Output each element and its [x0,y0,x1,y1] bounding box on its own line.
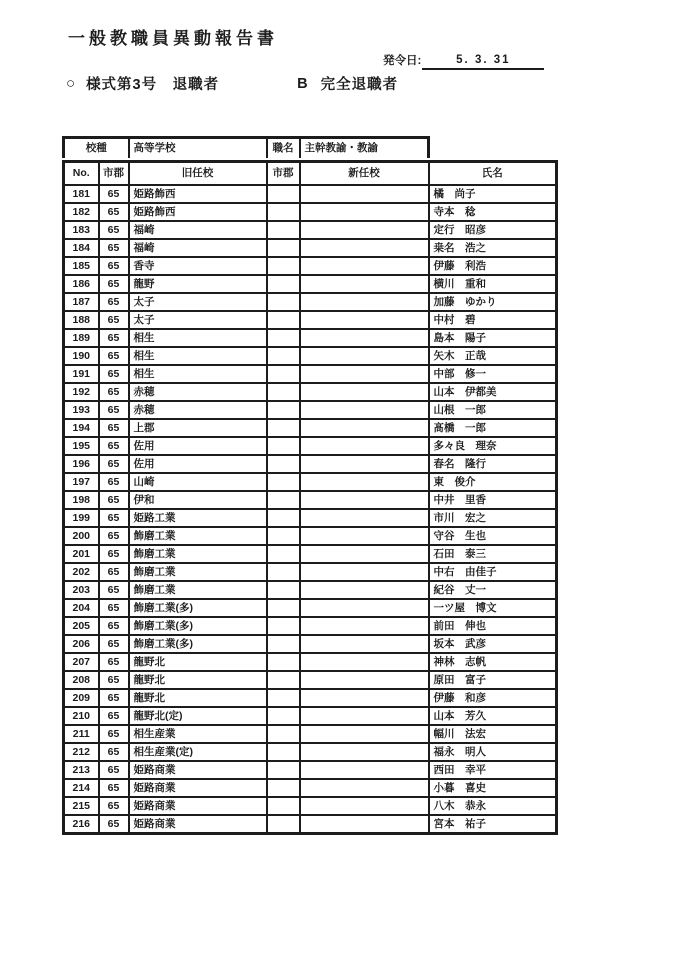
cell-name: 寺本 稔 [429,203,557,221]
cell-new-school [300,365,429,383]
table-row [64,419,557,437]
cell-no: 183 [64,221,99,239]
cell-no: 199 [64,509,99,527]
cell-name: 定行 昭彦 [429,221,557,239]
cell-new-city-code [267,797,300,815]
cell-new-school [300,221,429,239]
table-row [64,455,557,473]
cell-new-city-code [267,221,300,239]
cell-no: 216 [64,815,99,834]
table-row [64,437,557,455]
table-row [64,329,557,347]
circle-mark-icon: ○ [66,75,76,92]
table-row [64,365,557,383]
cell-city-code: 65 [99,185,129,203]
table-row [64,743,557,761]
cell-city-code: 65 [99,761,129,779]
cell-new-city-code [267,293,300,311]
category-code: B [297,75,308,92]
table-row [64,293,557,311]
cell-new-city-code [267,185,300,203]
cell-new-school [300,437,429,455]
cell-city-code: 65 [99,293,129,311]
cell-new-school [300,509,429,527]
cell-new-school [300,689,429,707]
cell-new-school [300,815,429,834]
cell-name: 石田 泰三 [429,545,557,563]
column-header-new-school: 新任校 [300,162,429,186]
cell-name: 幅川 法宏 [429,725,557,743]
meta-header-table [62,136,430,158]
cell-no: 197 [64,473,99,491]
cell-no: 191 [64,365,99,383]
table-row [64,689,557,707]
report-table [62,160,558,835]
cell-new-city-code [267,491,300,509]
cell-new-city-code [267,761,300,779]
cell-old-school: 相生 [129,365,267,383]
cell-old-school: 姫路飾西 [129,203,267,221]
cell-no: 192 [64,383,99,401]
cell-name: 島本 陽子 [429,329,557,347]
cell-old-school: 姫路商業 [129,761,267,779]
cell-city-code: 65 [99,797,129,815]
cell-old-school: 赤穂 [129,383,267,401]
cell-old-school: 福崎 [129,221,267,239]
cell-new-city-code [267,725,300,743]
table-row [64,599,557,617]
cell-old-school: 伊和 [129,491,267,509]
table-row [64,671,557,689]
cell-name: 伊藤 利浩 [429,257,557,275]
cell-name: 八木 恭永 [429,797,557,815]
cell-old-school: 赤穂 [129,401,267,419]
cell-new-school [300,275,429,293]
table-row [64,779,557,797]
cell-no: 188 [64,311,99,329]
cell-new-city-code [267,275,300,293]
table-row [64,527,557,545]
cell-no: 203 [64,581,99,599]
cell-city-code: 65 [99,401,129,419]
cell-new-city-code [267,689,300,707]
cell-name: 桒名 浩之 [429,239,557,257]
cell-new-school [300,491,429,509]
cell-new-school [300,347,429,365]
table-row [64,581,557,599]
cell-new-school [300,203,429,221]
cell-name: 前田 伸也 [429,617,557,635]
cell-new-city-code [267,617,300,635]
cell-city-code: 65 [99,347,129,365]
cell-old-school: 相生 [129,347,267,365]
cell-old-school: 太子 [129,293,267,311]
cell-new-school [300,455,429,473]
cell-name: 春名 隆行 [429,455,557,473]
table-row [64,545,557,563]
cell-new-city-code [267,599,300,617]
cell-name: 福永 明人 [429,743,557,761]
cell-new-city-code [267,509,300,527]
cell-name: 加藤 ゆかり [429,293,557,311]
cell-new-school [300,527,429,545]
cell-no: 195 [64,437,99,455]
table-row [64,563,557,581]
cell-city-code: 65 [99,239,129,257]
cell-no: 205 [64,617,99,635]
cell-no: 206 [64,635,99,653]
job-title-label: 職名 [267,138,300,159]
cell-name: 山本 伊都美 [429,383,557,401]
cell-no: 181 [64,185,99,203]
cell-no: 207 [64,653,99,671]
cell-new-school [300,329,429,347]
cell-name: 守谷 生也 [429,527,557,545]
table-row [64,491,557,509]
cell-old-school: 飾磨工業(多) [129,635,267,653]
cell-old-school: 相生産業 [129,725,267,743]
category-label: 完全退職者 [320,77,399,93]
column-header-name: 氏名 [429,162,557,186]
table-row [64,347,557,365]
cell-new-school [300,257,429,275]
cell-city-code: 65 [99,617,129,635]
cell-name: 多々良 理奈 [429,437,557,455]
cell-city-code: 65 [99,581,129,599]
cell-no: 201 [64,545,99,563]
cell-no: 194 [64,419,99,437]
column-header-city: 市郡 [99,162,129,186]
cell-old-school: 飾磨工業 [129,563,267,581]
cell-old-school: 姫路工業 [129,509,267,527]
cell-city-code: 65 [99,203,129,221]
cell-old-school: 太子 [129,311,267,329]
table-row [64,815,557,834]
cell-no: 209 [64,689,99,707]
cell-no: 204 [64,599,99,617]
cell-old-school: 飾磨工業 [129,581,267,599]
cell-old-school: 相生 [129,329,267,347]
cell-new-school [300,779,429,797]
cell-city-code: 65 [99,743,129,761]
table-row [64,383,557,401]
cell-new-city-code [267,203,300,221]
school-type-label: 校種 [64,138,129,159]
cell-new-school [300,797,429,815]
table-row [64,797,557,815]
cell-name: 横川 重和 [429,275,557,293]
cell-new-city-code [267,581,300,599]
cell-city-code: 65 [99,365,129,383]
table-row [64,311,557,329]
cell-new-city-code [267,419,300,437]
cell-city-code: 65 [99,689,129,707]
cell-new-city-code [267,545,300,563]
cell-old-school: 上郡 [129,419,267,437]
cell-city-code: 65 [99,725,129,743]
cell-new-city-code [267,671,300,689]
cell-new-city-code [267,239,300,257]
cell-new-city-code [267,311,300,329]
cell-name: 中村 碧 [429,311,557,329]
cell-city-code: 65 [99,491,129,509]
cell-city-code: 65 [99,275,129,293]
cell-no: 186 [64,275,99,293]
cell-new-school [300,599,429,617]
cell-old-school: 飾磨工業 [129,545,267,563]
cell-new-city-code [267,635,300,653]
cell-new-city-code [267,365,300,383]
cell-new-city-code [267,527,300,545]
table-row [64,653,557,671]
cell-city-code: 65 [99,311,129,329]
cell-new-school [300,761,429,779]
cell-city-code: 65 [99,455,129,473]
cell-city-code: 65 [99,383,129,401]
cell-old-school: 相生産業(定) [129,743,267,761]
issue-date-line [383,52,544,70]
cell-old-school: 飾磨工業(多) [129,599,267,617]
cell-new-city-code [267,815,300,834]
cell-old-school: 香寺 [129,257,267,275]
cell-city-code: 65 [99,707,129,725]
cell-no: 198 [64,491,99,509]
cell-old-school: 姫路商業 [129,779,267,797]
cell-new-school [300,617,429,635]
cell-new-school [300,473,429,491]
cell-no: 212 [64,743,99,761]
cell-old-school: 山崎 [129,473,267,491]
cell-city-code: 65 [99,599,129,617]
table-row [64,257,557,275]
cell-no: 213 [64,761,99,779]
cell-no: 187 [64,293,99,311]
cell-new-city-code [267,653,300,671]
cell-city-code: 65 [99,527,129,545]
cell-new-school [300,635,429,653]
cell-name: 山本 芳久 [429,707,557,725]
cell-old-school: 佐用 [129,455,267,473]
table-row [64,617,557,635]
cell-no: 215 [64,797,99,815]
cell-name: 矢木 正哉 [429,347,557,365]
cell-name: 小暮 喜史 [429,779,557,797]
cell-city-code: 65 [99,437,129,455]
cell-name: 坂本 武彦 [429,635,557,653]
cell-new-school [300,545,429,563]
table-row [64,473,557,491]
cell-new-school [300,725,429,743]
cell-new-school [300,671,429,689]
cell-old-school: 龍野北 [129,671,267,689]
cell-name: 中井 里香 [429,491,557,509]
cell-city-code: 65 [99,671,129,689]
cell-new-city-code [267,707,300,725]
table-row [64,221,557,239]
cell-name: 神林 志帆 [429,653,557,671]
cell-new-school [300,653,429,671]
cell-no: 189 [64,329,99,347]
table-row [64,761,557,779]
cell-new-city-code [267,329,300,347]
cell-new-school [300,581,429,599]
cell-city-code: 65 [99,545,129,563]
cell-new-city-code [267,743,300,761]
job-title-value: 主幹教諭・教諭 [300,138,429,159]
cell-city-code: 65 [99,509,129,527]
cell-old-school: 龍野北(定) [129,707,267,725]
cell-new-school [300,707,429,725]
cell-new-school [300,401,429,419]
cell-new-city-code [267,383,300,401]
column-header-row [64,162,557,186]
cell-city-code: 65 [99,653,129,671]
table-row [64,203,557,221]
cell-new-city-code [267,563,300,581]
meta-header-row [64,138,429,159]
cell-old-school: 龍野北 [129,653,267,671]
cell-old-school: 佐用 [129,437,267,455]
cell-new-school [300,743,429,761]
table-row [64,509,557,527]
cell-new-school [300,239,429,257]
column-header-new-city: 市郡 [267,162,300,186]
cell-no: 214 [64,779,99,797]
cell-old-school: 龍野 [129,275,267,293]
cell-new-school [300,383,429,401]
cell-new-city-code [267,473,300,491]
cell-name: 紀谷 丈一 [429,581,557,599]
cell-new-city-code [267,437,300,455]
cell-new-city-code [267,455,300,473]
cell-city-code: 65 [99,779,129,797]
cell-no: 182 [64,203,99,221]
table-row [64,707,557,725]
cell-name: 宮本 祐子 [429,815,557,834]
cell-new-school [300,419,429,437]
column-header-old-school: 旧任校 [129,162,267,186]
cell-new-city-code [267,347,300,365]
cell-name: 東 俊介 [429,473,557,491]
cell-old-school: 飾磨工業 [129,527,267,545]
cell-city-code: 65 [99,815,129,834]
column-header-no: No. [64,162,99,186]
cell-name: 橘 尚子 [429,185,557,203]
cell-name: 原田 富子 [429,671,557,689]
cell-no: 193 [64,401,99,419]
cell-old-school: 姫路飾西 [129,185,267,203]
table-row [64,725,557,743]
cell-city-code: 65 [99,473,129,491]
cell-new-school [300,311,429,329]
cell-no: 200 [64,527,99,545]
page-title: 一般教職員異動報告書 [68,29,278,48]
cell-name: 一ツ屋 博文 [429,599,557,617]
cell-new-city-code [267,257,300,275]
cell-new-school [300,563,429,581]
cell-new-school [300,293,429,311]
cell-no: 202 [64,563,99,581]
report-table-body [64,185,557,834]
cell-city-code: 65 [99,257,129,275]
table-row [64,239,557,257]
cell-name: 山根 一郎 [429,401,557,419]
cell-no: 210 [64,707,99,725]
cell-name: 髙橋 一郎 [429,419,557,437]
cell-old-school: 龍野北 [129,689,267,707]
table-row [64,275,557,293]
cell-no: 190 [64,347,99,365]
cell-name: 中右 由佳子 [429,563,557,581]
table-row [64,185,557,203]
cell-old-school: 飾磨工業(多) [129,617,267,635]
issue-date-label: 発令日: [383,55,422,67]
cell-name: 伊藤 和彦 [429,689,557,707]
cell-city-code: 65 [99,419,129,437]
form-number-label: 様式第3号 退職者 [86,77,220,93]
cell-no: 211 [64,725,99,743]
cell-new-school [300,185,429,203]
cell-no: 196 [64,455,99,473]
school-type-value: 高等学校 [129,138,267,159]
cell-old-school: 福崎 [129,239,267,257]
form-type-line [66,73,398,94]
table-row [64,635,557,653]
cell-new-city-code [267,401,300,419]
cell-new-city-code [267,779,300,797]
cell-old-school: 姫路商業 [129,797,267,815]
cell-no: 208 [64,671,99,689]
table-row [64,401,557,419]
cell-no: 185 [64,257,99,275]
cell-city-code: 65 [99,563,129,581]
cell-name: 中部 修一 [429,365,557,383]
cell-old-school: 姫路商業 [129,815,267,834]
cell-name: 市川 宏之 [429,509,557,527]
cell-no: 184 [64,239,99,257]
cell-city-code: 65 [99,221,129,239]
cell-city-code: 65 [99,329,129,347]
issue-date-value: 5. 3. 31 [422,54,544,70]
cell-city-code: 65 [99,635,129,653]
cell-name: 西田 幸平 [429,761,557,779]
